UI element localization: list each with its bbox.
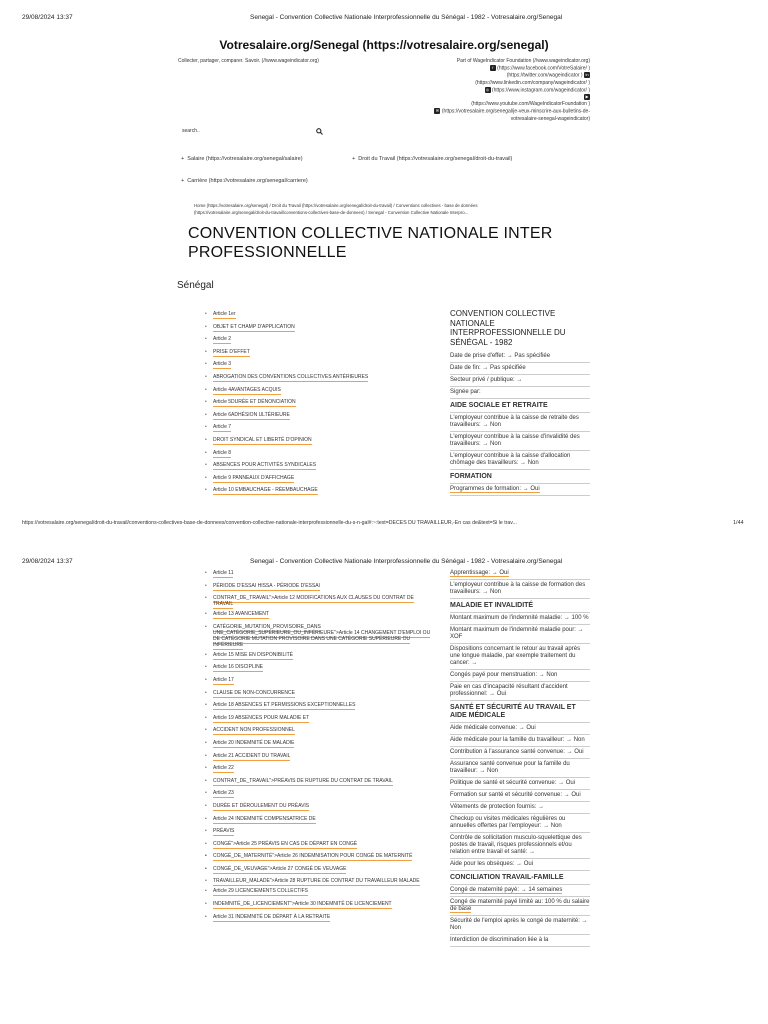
mail-icon[interactable]: ✉ — [435, 108, 440, 114]
toc-item[interactable] — [205, 361, 435, 367]
toc-item-link[interactable]: Article 9 PANNEAUX D'AFFICHAGE — [213, 474, 295, 481]
toc-item-link[interactable]: ABROGATION DES CONVENTIONS COLLECTIVES ANTÉRIEURES — [213, 373, 369, 380]
toc-item-link[interactable]: Article 19 ABSENCES POUR MALADIE ET — [213, 714, 310, 721]
summary-row — [450, 723, 590, 735]
summary-row — [450, 375, 590, 387]
summary-row — [450, 432, 590, 451]
toc-item-link[interactable]: PÉRIODE D'ESSAI HISSA - PÉRIODE D'ESSAI — [213, 582, 320, 589]
summary-row — [450, 759, 590, 778]
breadcrumb-line1[interactable]: Home (https://votresalaire.org/senegal) / Droit du Travail (https://votresalaire.org/senegal/droit-du-travail) / Conventions collectives - base de données — [194, 203, 478, 208]
toc-item[interactable] — [205, 753, 435, 759]
linkedin-link[interactable]: (https://www.linkedin.com/company/wageindicator/ ) — [475, 79, 590, 86]
toc-item[interactable] — [205, 450, 435, 456]
toc-item-link[interactable]: Article 23 — [213, 790, 234, 797]
toc-item-link[interactable]: ACCIDENT NON PROFESSIONNEL — [213, 727, 295, 734]
facebook-icon[interactable]: f — [490, 65, 496, 71]
partof-text[interactable]: Part of WageIndicator Foundation (//www.wageindicator.org) — [456, 58, 590, 64]
summary-row[interactable] — [450, 897, 590, 916]
toc-item-link[interactable]: ABSENCES POUR ACTIVITÉS SYNDICALES — [213, 462, 317, 469]
toc-item-link[interactable]: TRAVAILLEUR_MALADE">Article 28 RUPTURE DE CONTRAT DU TRAVAILLEUR MALADE — [213, 878, 420, 885]
toc-item-link[interactable]: Article 11 — [213, 570, 234, 576]
summary-row-text[interactable]: Apprentissage: → Oui — [450, 570, 509, 576]
toc-item-link[interactable]: CONGÉ_DE_MATERNITÉ">Article 26 INDEMNISATION POUR CONGÉ DE MATERNITÉ — [213, 853, 413, 860]
summary-section-heading — [450, 871, 590, 885]
toc-item[interactable] — [205, 765, 435, 771]
toc-item[interactable] — [205, 878, 435, 884]
summary-row-text: Aide médicale pour la famille du travailleur: → Non — [450, 737, 585, 743]
summary-row — [450, 351, 590, 363]
print-date-2: 29/08/2024 13:37 — [22, 558, 73, 565]
summary-row-text[interactable]: Congé de maternité payé limité au: 100 % du salaire de base — [450, 899, 590, 912]
toc-item-link[interactable]: CONTRAT_DE_TRAVAIL">PRÉAVIS DE RUPTURE DU CONTRAT DE TRAVAIL — [213, 777, 393, 784]
nav-item-droit[interactable]: + Droit du Travail (https://votresalaire.org/senegal/droit-du-travail) — [352, 156, 513, 162]
summary-row-text: Politique de santé et sécurité convenue: → Oui — [450, 780, 576, 786]
print-footer-url: https://votresalaire.org/senegal/droit-du-travail/conventions-collectives-base-de-donnees/convention-collective-nationale-interprofessionnelle-du-s-n-gal#:~:text=DÉCÈS DU TRAVAILLEUR,-En cas de&text=Si le trav... — [22, 520, 517, 526]
toc-item[interactable] — [205, 853, 435, 859]
site-title[interactable]: Votresalaire.org/Senegal (https://votresalaire.org/senegal) — [219, 38, 549, 52]
toc-item-link[interactable]: Article 3 — [213, 361, 232, 368]
breadcrumb[interactable] — [194, 202, 594, 216]
summary-row-text: Paie en cas d'incapacité résultant d'accident professionnel: → Oui — [450, 684, 568, 697]
toc-item-link[interactable]: Article 8 — [213, 449, 232, 456]
toc-item[interactable] — [205, 914, 435, 920]
summary-row[interactable] — [450, 568, 590, 580]
summary-row — [450, 814, 590, 833]
summary-section-label: AIDE SOCIALE ET RETRAITE — [450, 402, 548, 409]
toc-item[interactable] — [205, 595, 435, 607]
toc-item[interactable] — [205, 311, 435, 317]
toc-item[interactable] — [205, 487, 435, 493]
summary-row — [450, 802, 590, 814]
print-page-number: 1/44 — [733, 520, 744, 526]
toc-item-link[interactable]: Article 13 AVANCEMENT — [213, 611, 269, 618]
toc-item[interactable] — [205, 349, 435, 355]
summary-row-text[interactable]: Congé de maternité payé: → 14 semaines — [450, 887, 563, 893]
toc-item-link[interactable]: Article 16 DISCIPLINE — [213, 664, 264, 671]
toc-item[interactable] — [205, 583, 435, 589]
summary-row-text: L'employeur contribue à la caisse d'allocation chômage des travailleurs: → Non — [450, 453, 571, 466]
toc-item[interactable] — [205, 727, 435, 733]
instagram-link[interactable]: (https://www.instagram.com/wageindicator/ ) — [491, 86, 590, 93]
summary-row-text: Congés payé pour menstruation: → Non — [450, 672, 558, 678]
toc-item[interactable] — [205, 387, 435, 393]
summary-section-heading — [450, 701, 590, 723]
facebook-link[interactable]: (https://www.facebook.com/VotreSalaire/ ) — [497, 65, 590, 72]
summary-row-text: Signée par: — [450, 389, 481, 395]
toc-item[interactable] — [205, 475, 435, 481]
toc-item[interactable] — [205, 790, 435, 796]
summary-row — [450, 833, 590, 859]
summary-row — [450, 790, 590, 802]
toc-item-link[interactable]: Article 15 MISE EN DISPONIBILITÉ — [213, 651, 294, 658]
toc-item[interactable] — [205, 399, 435, 405]
toc-item-link[interactable]: Article 5DURÉE ET DÉNONCIATION — [213, 399, 296, 406]
toc-item[interactable] — [205, 901, 435, 907]
summary-row-text: Montant maximum de l'indemnité maladie pour: → XOF — [450, 627, 584, 640]
linkedin-icon[interactable]: in — [585, 72, 589, 78]
summary-row-text: Aide médicale convenue: → Oui — [450, 725, 536, 731]
summary-row-text: L'employeur contribue à la caisse de formation des travailleurs: → Non — [450, 582, 586, 595]
toc-item-link[interactable]: OBJET ET CHAMP D'APPLICATION — [213, 323, 295, 330]
toc-item-link[interactable]: CATÉGORIE_MUTATION_PROVISOIRE_DANS UNE_CATÉGORIE_SUPÉRIEURE_OU_INFÉRIEURE">Article 14 CHANGEMENT D'EMPLOI OU DE CATÉGORIE MUTATION PROVISOIRE DANS UNE CATÉGORIE SUPÉRIEURE OU INFÉRIEURE — [213, 623, 431, 648]
summary-row-text: L'employeur contribue à la caisse d'invalidité des travailleurs: → Non — [450, 434, 580, 447]
toc-item[interactable] — [205, 841, 435, 847]
summary-panel-page2 — [450, 568, 590, 947]
toc-item-link[interactable]: PRÉAVIS — [213, 828, 235, 835]
summary-row[interactable] — [450, 484, 590, 496]
youtube-link[interactable]: (https://www.youtube.com/WageIndicatorFoundation ) — [471, 101, 590, 108]
summary-row — [450, 644, 590, 670]
toc-item-link[interactable]: PRISE D'EFFET — [213, 348, 250, 355]
youtube-icon[interactable]: ▶ — [585, 93, 589, 99]
summary-row-text: Dispositions concernant le retour au travail après une longue maladie, par exemple traitement du cancer: → — [450, 646, 581, 666]
summary-row — [450, 413, 590, 432]
toc-item-link[interactable]: INDEMNITÉ_DE_LICENCIEMENT">Article 30 INDEMNITÉ DE LICENCIEMENT — [213, 901, 392, 908]
summary-section-label: SANTÉ ET SÉCURITÉ AU TRAVAIL ET AIDE MÉDICALE — [450, 704, 576, 719]
summary-section-heading — [450, 470, 590, 484]
toc-item-link[interactable]: Article 10 EMBAUCHAGE - RÉEMBAUCHAGE — [213, 487, 318, 494]
search-input[interactable]: search.. — [182, 128, 200, 134]
toc-item-link[interactable]: Article 18 ABSENCES ET PERMISSIONS EXCEPTIONNELLES — [213, 702, 356, 709]
toc-item-link[interactable]: Article 4AVANTAGES ACQUIS — [213, 386, 281, 393]
summary-row-text: Vêtements de protection fournis: → — [450, 804, 545, 810]
summary-row — [450, 387, 590, 399]
summary-row — [450, 859, 590, 871]
summary-row-text: Date de prise d'effet: → Pas spécifiée — [450, 353, 551, 359]
summary-row-text: Date de fin: → Pas spécifiée — [450, 365, 526, 371]
toc-item[interactable] — [205, 374, 435, 380]
summary-row — [450, 363, 590, 375]
summary-title: CONVENTION COLLECTIVE NATIONALE INTERPROFESSIONNELLE DU SÉNÉGAL - 1982 — [450, 309, 566, 347]
toc-item[interactable] — [205, 715, 435, 721]
summary-panel-page1 — [450, 309, 590, 496]
summary-row-text: L'employeur contribue à la caisse de retraite des travailleurs: → Non — [450, 415, 579, 428]
toc-item-link[interactable]: Article 17 — [213, 676, 234, 683]
summary-row — [450, 682, 590, 701]
summary-row-text: Secteur privé / publique: → — [450, 377, 523, 383]
toc-item-link[interactable]: Article 2 — [213, 336, 232, 343]
nav-item-salaire[interactable]: + Salaire (https://votresalaire.org/senegal/salaire) — [181, 156, 303, 162]
social-links — [410, 58, 590, 123]
summary-row-text: Interdiction de discrimination liée à la — [450, 937, 549, 943]
toc-item[interactable] — [205, 828, 435, 834]
summary-row — [450, 778, 590, 790]
site-tagline[interactable]: Collecter, partager, comparer. Savoir. (//www.wageindicator.org) — [178, 58, 319, 64]
country-label: Sénégal — [177, 280, 214, 291]
toc-item-link[interactable]: Article 22 — [213, 765, 234, 772]
summary-row-text: Assurance santé convenue pour la famille du travailleur: → Non — [450, 761, 570, 774]
toc-item-link[interactable]: Article 21 ACCIDENT DU TRAVAIL — [213, 752, 291, 759]
summary-row — [450, 670, 590, 682]
summary-row-text: Montant maximum de l'indemnité maladie: → 100 % — [450, 615, 589, 621]
toc-item-link[interactable]: DURÉE ET DÉROULEMENT DU PRÉAVIS — [213, 802, 310, 809]
toc-item-link[interactable]: DROIT SYNDICAL ET LIBERTÉ D'OPINION — [213, 436, 312, 443]
toc-item[interactable] — [205, 336, 435, 342]
nav-droit-label[interactable]: Droit du Travail (https://votresalaire.org/senegal/droit-du-travail) — [358, 156, 513, 162]
instagram-icon[interactable]: ◎ — [485, 86, 490, 92]
toc-item[interactable] — [205, 702, 435, 708]
toc-item-link[interactable]: CONGÉ">Article 25 PRÉAVIS EN CAS DE DÉPART EN CONGÉ — [213, 840, 358, 847]
summary-row — [450, 580, 590, 599]
search-box[interactable] — [182, 127, 327, 137]
toc-list-page2 — [205, 570, 435, 926]
summary-row — [450, 916, 590, 935]
toc-item-link[interactable]: Article 7 — [213, 424, 232, 431]
summary-row — [450, 625, 590, 644]
toc-item[interactable] — [205, 816, 435, 822]
toc-item[interactable] — [205, 803, 435, 809]
toc-item[interactable] — [205, 412, 435, 418]
summary-row-text: Contrôle de sollicitation musculo-squelettique des postes de travail, risques professionnels et/ou relation entre travail et santé: → — [450, 835, 582, 855]
toc-item[interactable] — [205, 570, 435, 576]
nav-salaire-label[interactable]: Salaire (https://votresalaire.org/senegal/salaire) — [187, 156, 303, 162]
toc-list-page1 — [205, 311, 435, 500]
nav-item-carriere[interactable]: + Carrière (https://votresalaire.org/senegal/carriere) — [181, 178, 308, 184]
toc-item[interactable] — [205, 652, 435, 658]
newsletter-link[interactable]: (https://votresalaire.org/senegal/je-veux-minscrire-aux-bulletins-de-votresalaire-senegal-wageindicator) — [441, 108, 590, 122]
summary-row-text: Sécurité de l'emploi après le congé de maternité: → Non — [450, 918, 588, 931]
toc-item-link[interactable]: Article 29 LICENCIEMENTS COLLECTIFS — [213, 888, 309, 895]
toc-item[interactable] — [205, 624, 435, 648]
summary-section-heading — [450, 399, 590, 413]
toc-item-link[interactable]: Article 31 INDEMNITÉ DE DÉPART À LA RETRAITE — [213, 913, 331, 920]
summary-section-label: MALADIE ET INVALIDITÉ — [450, 602, 534, 609]
summary-section-label: CONCILIATION TRAVAIL-FAMILLE — [450, 874, 564, 881]
summary-row — [450, 747, 590, 759]
toc-item[interactable] — [205, 866, 435, 872]
summary-row — [450, 935, 590, 947]
summary-row[interactable] — [450, 885, 590, 897]
toc-item-link[interactable]: CONGÉ_DE_VEUVAGE">Article 27 CONGÉ DE VEUVAGE — [213, 865, 347, 872]
summary-section-label: FORMATION — [450, 473, 492, 480]
toc-item[interactable] — [205, 888, 435, 894]
toc-item-link[interactable]: CLAUSE DE NON-CONCURRENCE — [213, 689, 295, 696]
toc-item[interactable] — [205, 324, 435, 330]
summary-section-heading — [450, 599, 590, 613]
summary-row-text: Formation sur santé et sécurité convenue: → Oui — [450, 792, 581, 798]
toc-item[interactable] — [205, 611, 435, 617]
toc-item-link[interactable]: CONTRAT_DE_TRAVAIL">Article 12 MODIFICATIONS AUX CLAUSES DU CONTRAT DE TRAVAIL — [213, 595, 414, 608]
page-title: CONVENTION COLLECTIVE NATIONALE INTER PROFESSIONNELLE — [188, 225, 553, 261]
toc-item[interactable] — [205, 424, 435, 430]
print-title: Senegal - Convention Collective Nationale Interprofessionnelle du Sénégal - 1982 - Votresalaire.org/Senegal — [250, 14, 563, 21]
toc-item[interactable] — [205, 690, 435, 696]
toc-item-link[interactable]: Article 20 INDEMNITÉ DE MALADIE — [213, 739, 295, 746]
search-icon[interactable] — [316, 128, 323, 135]
nav-carriere-label[interactable]: Carrière (https://votresalaire.org/senegal/carriere) — [187, 178, 308, 184]
breadcrumb-line2[interactable]: (https://votresalaire.org/senegal/droit-du-travail/conventions-collectives-base-de-donnees) / Senegal - Convention Collective Nationale Interpro... — [194, 210, 469, 215]
print-title-2: Senegal - Convention Collective Nationale Interprofessionnelle du Sénégal - 1982 - Votresalaire.org/Senegal — [250, 558, 563, 565]
toc-item[interactable] — [205, 664, 435, 670]
twitter-link[interactable]: (https://twitter.com/wageindicator ) — [506, 72, 583, 79]
summary-row — [450, 451, 590, 470]
summary-row-text: Checkup ou visites médicales régulières ou annuelles offertes par l'employeur: → Non — [450, 816, 566, 829]
toc-item[interactable] — [205, 740, 435, 746]
toc-item[interactable] — [205, 437, 435, 443]
summary-row-text: Aide pour les obsèques: → Oui — [450, 861, 534, 867]
toc-item-link[interactable]: Article 24 INDEMNITÉ COMPENSATRICE DE — [213, 815, 316, 822]
toc-item-link[interactable]: Article 1er — [213, 311, 236, 317]
toc-item[interactable] — [205, 677, 435, 683]
toc-item[interactable] — [205, 778, 435, 784]
summary-row-text[interactable]: Programmes de formation: → Oui — [450, 486, 540, 492]
summary-row — [450, 735, 590, 747]
toc-item-link[interactable]: Article 6ADHÉSION ULTÉRIEURE — [213, 411, 290, 418]
summary-row — [450, 613, 590, 625]
summary-row-text: Contribution à l'assurance santé convenue: → Oui — [450, 749, 584, 755]
print-date: 29/08/2024 13:37 — [22, 14, 73, 21]
toc-item[interactable] — [205, 462, 435, 468]
